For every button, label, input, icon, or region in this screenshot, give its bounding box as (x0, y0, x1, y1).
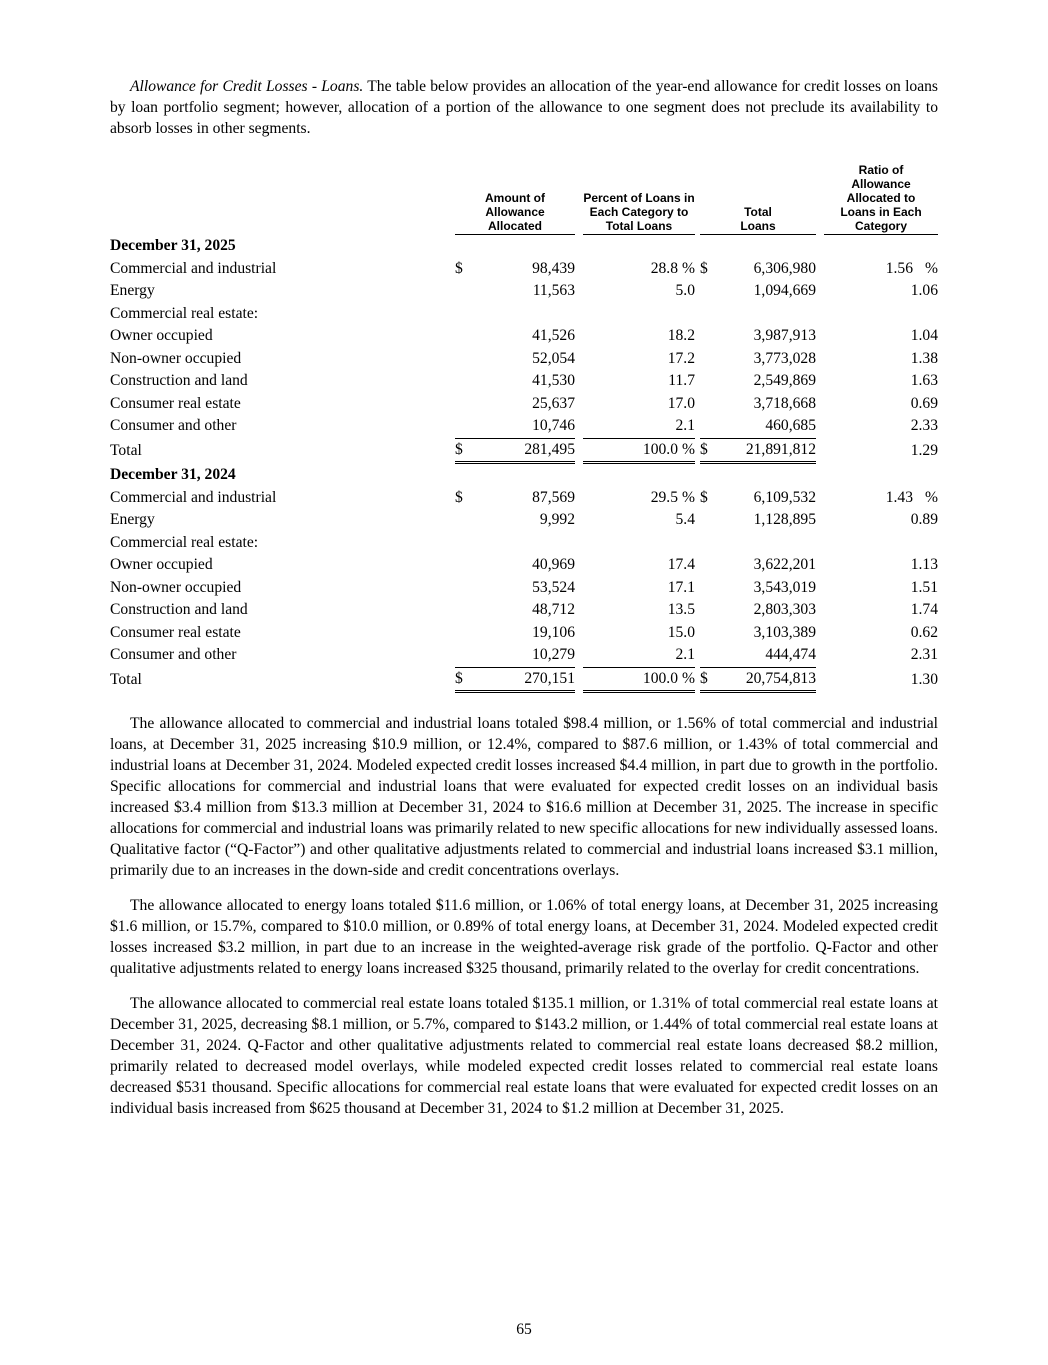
ratio-value: 2.33 (910, 417, 938, 434)
page-number: 65 (516, 1321, 532, 1338)
header-amount: Amount of Allowance Allocated (455, 191, 575, 235)
table-row (110, 577, 938, 600)
dollar-sign (700, 622, 714, 645)
ratio-value: 1.04 (910, 327, 938, 344)
percent-value: 17.2 (667, 349, 695, 367)
table-row (110, 644, 938, 667)
percent-cell (583, 509, 695, 532)
row-label: Energy (110, 511, 155, 528)
total-loans-cell: 460,685 (765, 417, 816, 434)
ratio-value: 0.89 (910, 511, 938, 528)
table-row (110, 554, 938, 577)
header-total-loans: Total Loans (700, 205, 816, 235)
dollar-sign (700, 554, 714, 577)
amount-cell: 11,563 (532, 282, 575, 299)
amount-cell: 40,969 (532, 556, 575, 573)
amount-cell: 87,569 (532, 488, 575, 506)
dollar-sign (455, 393, 469, 416)
dollar-sign (700, 348, 714, 371)
percent-value: 13.5 (667, 601, 695, 618)
amount-cell: 98,439 (532, 259, 575, 277)
dollar-sign (455, 599, 469, 622)
table-row (110, 415, 938, 438)
intro-title: Allowance for Credit Losses - Loans. (130, 78, 364, 95)
ratio-value: 1.63 (910, 372, 938, 389)
dollar-sign (700, 415, 714, 438)
row-label: Consumer and other (110, 417, 237, 434)
total-loans-cell: 6,109,532 (753, 488, 816, 506)
table-row (110, 280, 938, 303)
amount-cell: 41,530 (532, 372, 575, 389)
percent-value: 28.8 (650, 259, 678, 277)
total-loans-cell: 3,718,668 (753, 394, 816, 412)
percent-value: 5.0 (675, 282, 695, 299)
percent-value: 17.0 (667, 394, 695, 412)
percent-value: 18.2 (667, 327, 695, 344)
percent-value: 15.0 (667, 623, 695, 641)
ratio-cell (824, 487, 938, 510)
ratio-value: 1.29 (910, 441, 938, 459)
ratio-value: 1.30 (910, 670, 938, 688)
percent-value: 100.0 (642, 669, 678, 687)
amount-cell: 19,106 (532, 623, 575, 641)
ratio-value: 1.56 (885, 259, 913, 277)
dollar-sign (700, 393, 714, 416)
row-label: Construction and land (110, 372, 248, 389)
dollar-sign (455, 577, 469, 600)
ratio-cell (824, 370, 938, 393)
ratio-cell (824, 577, 938, 600)
ratio-value: 0.69 (910, 394, 938, 412)
amount-cell: 281,495 (469, 438, 575, 465)
row-label: Commercial real estate: (110, 533, 259, 551)
dollar-sign (455, 348, 469, 371)
percent-sign: % (682, 488, 695, 506)
ratio-percent-sign: % (925, 259, 938, 277)
table-header-row (110, 163, 938, 235)
section-header-row (110, 235, 938, 258)
dollar-sign: $ (455, 438, 469, 465)
total-loans-cell: 3,773,028 (753, 349, 816, 367)
row-label: Consumer real estate (110, 394, 241, 412)
ratio-value: 1.51 (910, 578, 938, 596)
ratio-value: 1.43 (885, 488, 913, 506)
total-loans-cell: 444,474 (765, 646, 816, 663)
percent-cell (583, 599, 695, 622)
dollar-sign: $ (700, 259, 708, 277)
dollar-sign (700, 644, 714, 667)
ratio-value: 1.38 (910, 349, 938, 367)
percent-cell (583, 393, 695, 416)
table-row (110, 348, 938, 371)
dollar-sign (700, 577, 714, 600)
row-label: Consumer and other (110, 646, 237, 663)
percent-cell (583, 667, 695, 694)
dollar-sign (700, 325, 714, 348)
percent-cell (583, 487, 695, 510)
percent-value: 17.1 (667, 578, 695, 596)
percent-cell (583, 554, 695, 577)
percent-cell (583, 348, 695, 371)
allowance-allocation-table (110, 163, 938, 693)
percent-value: 100.0 (642, 440, 678, 458)
row-label: Total (110, 441, 142, 459)
amount-cell: 52,054 (532, 349, 575, 367)
dollar-sign (700, 509, 714, 532)
ratio-cell (824, 438, 938, 465)
percent-value: 2.1 (675, 646, 695, 663)
ratio-cell (824, 599, 938, 622)
header-percent: Percent of Loans in Each Category to Total Loans (583, 191, 695, 233)
dollar-sign (700, 280, 714, 303)
ratio-cell (824, 644, 938, 667)
percent-cell (583, 280, 695, 303)
ratio-value: 1.13 (910, 556, 938, 573)
percent-value: 29.5 (650, 488, 678, 506)
ratio-cell (824, 622, 938, 645)
section-title: December 31, 2025 (110, 237, 236, 254)
row-label: Owner occupied (110, 327, 213, 344)
table-row (110, 487, 938, 510)
amount-cell: 10,746 (532, 417, 575, 434)
ratio-cell (824, 325, 938, 348)
table-row (110, 509, 938, 532)
total-loans-cell: 3,103,389 (753, 623, 816, 641)
ratio-cell (824, 509, 938, 532)
table-total-row (110, 667, 938, 694)
table-body (110, 235, 938, 693)
total-loans-cell: 1,094,669 (753, 282, 816, 299)
percent-cell (583, 622, 695, 645)
paragraph-energy: The allowance allocated to energy loans totaled $11.6 million, or 1.06% of total energy loans, at December 31, 2025 increasing $1.6 million, or 15.7%, compared to $10.0 million, or 0.89% of total energy loans, at December 31, 2024. Modeled expected credit losses increased $3.2 million, in part due to an increase in the weighted-average risk grade of the portfolio. Q-Factor and other qualitative adjustments related to energy loans increased $325 thousand, primarily related to the overlay for credit concentrations. (110, 897, 938, 977)
row-label: Non-owner occupied (110, 578, 242, 596)
ratio-cell (824, 554, 938, 577)
amount-cell: 53,524 (532, 578, 575, 596)
table-row (110, 370, 938, 393)
ratio-cell (824, 258, 938, 281)
total-loans-cell: 2,803,303 (753, 601, 816, 618)
percent-cell (583, 370, 695, 393)
ratio-value: 2.31 (910, 646, 938, 663)
row-label: Commercial and industrial (110, 488, 277, 506)
total-loans-cell: 3,543,019 (753, 578, 816, 596)
section-header-row (110, 464, 938, 487)
dollar-sign: $ (455, 488, 463, 506)
intro-text: The table below provides an allocation of the year-end allowance for credit losses on loans by loan portfolio segment; however, allocation of a portion of the allowance to one segment does not preclude its availability to absorb losses in other segments. (110, 78, 938, 137)
dollar-sign (455, 280, 469, 303)
table-total-row (110, 438, 938, 465)
row-label: Total (110, 670, 142, 688)
dollar-sign (455, 644, 469, 667)
paragraph-commercial-real-estate: The allowance allocated to commercial real estate loans totaled $135.1 million, or 1.31% of total commercial real estate loans at December 31, 2025, decreasing $8.1 million, or 5.7%, compared to $143.2 million, or 1.44% of total commercial real estate loans at December 31, 2024. Q-Factor and other qualitative adjustments related to commercial real estate loans decreased $8.2 million, primarily related to decreased model overlays, while modeled expected credit losses related to commercial real estate loans decreased $531 thousand. Specific allocations for commercial real estate loans that were evaluated for expected credit losses on an individual basis increased from $625 thousand at December 31, 2024 to $1.2 million at December 31, 2025. (110, 995, 938, 1117)
section-title: December 31, 2024 (110, 466, 236, 483)
header-ratio: Ratio of Allowance Allocated to Loans in Each Category (824, 163, 938, 235)
percent-value: 11.7 (668, 372, 695, 389)
total-loans-cell: 3,622,201 (753, 556, 816, 573)
table-row (110, 532, 938, 555)
ratio-cell (824, 415, 938, 438)
table-row (110, 393, 938, 416)
percent-sign: % (682, 259, 695, 277)
total-loans-cell: 3,987,913 (753, 327, 816, 344)
amount-cell: 25,637 (532, 394, 575, 412)
ratio-value: 1.06 (910, 282, 938, 299)
row-label: Owner occupied (110, 556, 213, 573)
row-label: Non-owner occupied (110, 349, 242, 367)
dollar-sign: $ (700, 667, 714, 694)
amount-cell: 10,279 (532, 646, 575, 663)
dollar-sign: $ (700, 438, 714, 465)
dollar-sign (455, 622, 469, 645)
total-loans-cell: 21,891,812 (714, 438, 816, 465)
ratio-value: 1.74 (910, 601, 938, 618)
ratio-cell (824, 280, 938, 303)
ratio-value: 0.62 (910, 623, 938, 641)
dollar-sign: $ (455, 667, 469, 694)
amount-cell: 48,712 (532, 601, 575, 618)
percent-sign: % (682, 669, 695, 687)
percent-cell (583, 644, 695, 667)
dollar-sign (455, 509, 469, 532)
table-row (110, 599, 938, 622)
percent-cell (583, 258, 695, 281)
row-label: Commercial real estate: (110, 304, 259, 322)
dollar-sign (700, 370, 714, 393)
dollar-sign (455, 325, 469, 348)
percent-sign: % (682, 440, 695, 458)
percent-cell (583, 325, 695, 348)
total-loans-cell: 1,128,895 (753, 511, 816, 528)
row-label: Consumer real estate (110, 623, 241, 641)
paragraph-commercial-industrial: The allowance allocated to commercial and industrial loans totaled $98.4 million, or 1.56% of total commercial and industrial loans, at December 31, 2025 increasing $10.9 million, or 12.4%, compared to $87.6 million, or 1.43% of total commercial and industrial loans at December 31, 2024. Modeled expected credit losses increased $4.4 million, in part due to growth in the portfolio. Specific allocations for commercial and industrial loans that were evaluated for expected credit losses on an individual basis increased $3.4 million from $13.3 million at December 31, 2024 to $16.6 million at December 31, 2025. The increase in specific allocations for commercial and industrial loans was primarily related to new specific allocations for new individually assessed loans. Qualitative factor (“Q-Factor”) and other qualitative adjustments related to commercial and industrial loans increased $3.1 million, primarily due to an increases in the down-side and credit concentrations overlays. (110, 715, 938, 879)
ratio-cell (824, 667, 938, 694)
amount-cell: 270,151 (469, 667, 575, 694)
dollar-sign (455, 554, 469, 577)
ratio-cell (824, 348, 938, 371)
row-label: Energy (110, 282, 155, 299)
total-loans-cell: 6,306,980 (753, 259, 816, 277)
percent-value: 5.4 (675, 511, 695, 528)
table-row (110, 622, 938, 645)
percent-value: 2.1 (675, 417, 695, 434)
amount-cell: 9,992 (539, 511, 575, 528)
dollar-sign (455, 415, 469, 438)
percent-value: 17.4 (667, 556, 695, 573)
dollar-sign: $ (455, 259, 463, 277)
percent-cell (583, 577, 695, 600)
percent-cell (583, 438, 695, 465)
table-row (110, 325, 938, 348)
row-label: Construction and land (110, 601, 248, 618)
dollar-sign: $ (700, 488, 708, 506)
dollar-sign (700, 599, 714, 622)
row-label: Commercial and industrial (110, 259, 277, 277)
ratio-percent-sign: % (925, 488, 938, 506)
amount-cell: 41,526 (532, 327, 575, 344)
intro-paragraph (110, 76, 938, 139)
document-page (110, 76, 938, 1133)
percent-cell (583, 415, 695, 438)
total-loans-cell: 2,549,869 (753, 372, 816, 389)
ratio-cell (824, 393, 938, 416)
table-row (110, 258, 938, 281)
table-row (110, 303, 938, 326)
total-loans-cell: 20,754,813 (714, 667, 816, 694)
dollar-sign (455, 370, 469, 393)
